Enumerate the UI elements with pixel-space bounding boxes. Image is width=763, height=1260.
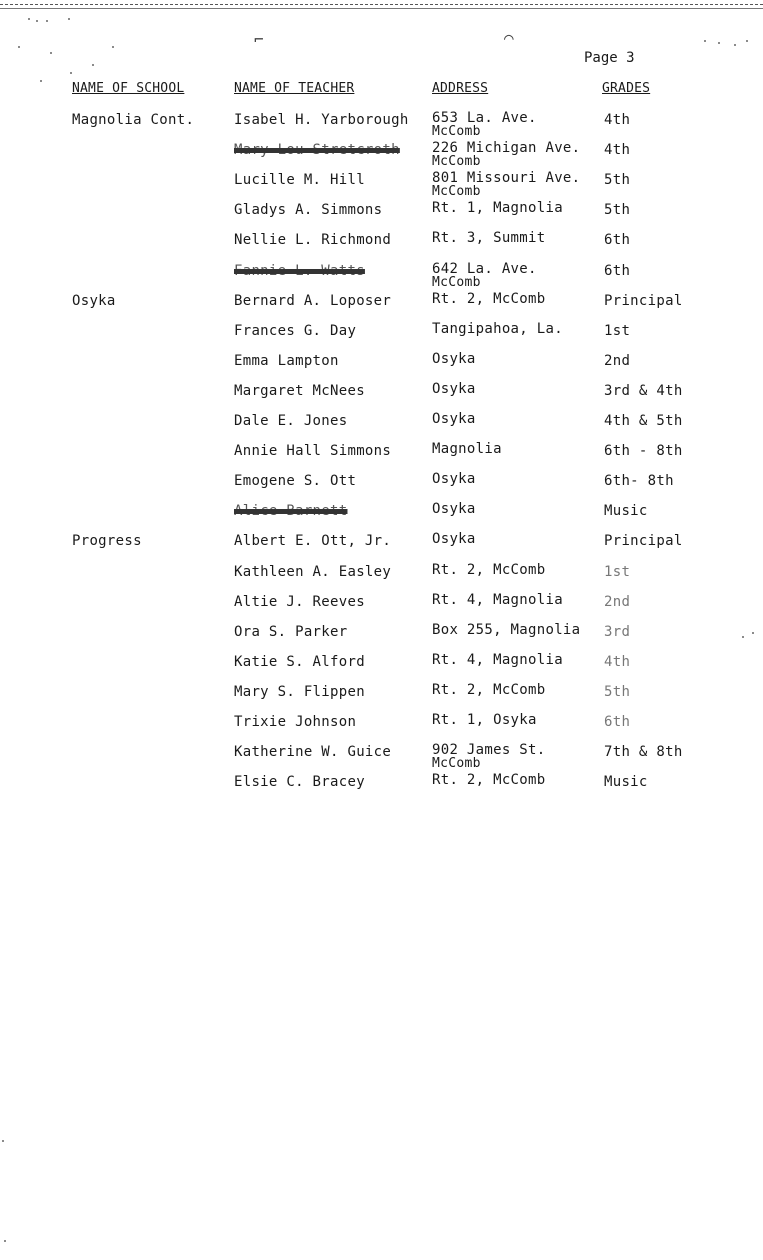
address-line1: Osyka [432,531,476,547]
table-row [0,263,763,293]
table-row [0,293,763,323]
teacher-cell: Katherine W. Guice [234,744,392,760]
teacher-cell: Mary Lou Stretcroth [234,142,400,158]
table-row [0,564,763,594]
teacher-cell: Ora S. Parker [234,624,348,640]
table-row [0,112,763,142]
teacher-cell: Altie J. Reeves [234,594,365,610]
grade-cell: 4th [604,112,631,128]
table-row [0,202,763,232]
table-row [0,413,763,443]
address-line1: Osyka [432,411,476,427]
teacher-cell: Margaret McNees [234,383,365,399]
grade-cell: 4th [604,142,631,158]
scan-mark: ⌒ [504,28,514,47]
address-line2: McComb [432,275,481,290]
address-line1: Rt. 2, McComb [432,291,546,307]
address-line1: Magnolia [432,441,502,457]
grade-cell: 2nd [604,353,631,369]
grade-cell: 4th & 5th [604,413,683,429]
table-row [0,443,763,473]
address-line1: Rt. 4, Magnolia [432,652,563,668]
table-row [0,142,763,172]
grade-cell: 2nd [604,594,631,610]
address-line1: Rt. 2, McComb [432,682,546,698]
address-line1: Rt. 2, McComb [432,562,546,578]
address-line1: Osyka [432,381,476,397]
header-address: ADDRESS [432,81,489,96]
table-row [0,323,763,353]
table-row [0,744,763,774]
top-border-line [0,4,763,9]
address-cell [432,774,545,787]
address-cell [432,353,476,366]
grade-cell: 3rd & 4th [604,383,683,399]
address-line1: 653 La. Ave. [432,110,537,126]
header-school: NAME OF SCHOOL [72,81,185,96]
address-cell [432,624,580,637]
table-row [0,594,763,624]
table-row [0,624,763,654]
table-row [0,353,763,383]
teacher-cell: Gladys A. Simmons [234,202,383,218]
teacher-cell: Albert E. Ott, Jr. [234,533,392,549]
table-row [0,232,763,262]
grade-cell: 5th [604,684,631,700]
address-cell [432,112,537,138]
table-row [0,654,763,684]
table-row [0,172,763,202]
address-cell [432,473,476,486]
address-line1: 642 La. Ave. [432,261,537,277]
address-cell [432,413,476,426]
grade-cell: Music [604,503,648,519]
school-cell: Osyka [72,293,116,309]
teacher-cell: Frances G. Day [234,323,357,339]
address-line1: 801 Missouri Ave. [432,170,581,186]
address-line1: 226 Michigan Ave. [432,140,581,156]
address-cell [432,503,476,516]
address-line2: McComb [432,124,481,139]
address-cell [432,443,502,456]
grade-cell: 6th- 8th [604,473,674,489]
scan-mark: ⌐ [254,30,264,49]
grade-cell: Music [604,774,648,790]
address-line1: Tangipahoa, La. [432,321,563,337]
address-line1: Osyka [432,471,476,487]
address-line1: Osyka [432,501,476,517]
address-cell [432,654,563,667]
teacher-cell: Nellie L. Richmond [234,232,392,248]
table-row [0,774,763,804]
table-row [0,684,763,714]
table-row [0,714,763,744]
header-grades: GRADES [602,81,651,96]
address-line2: McComb [432,184,481,199]
grade-cell: 5th [604,172,631,188]
address-line1: Rt. 2, McComb [432,772,546,788]
grade-cell: 7th & 8th [604,744,683,760]
address-cell [432,232,545,245]
address-line2: McComb [432,756,481,771]
table-row [0,383,763,413]
address-cell [432,744,545,770]
teacher-cell: Kathleen A. Easley [234,564,392,580]
address-cell [432,684,545,697]
address-cell [432,142,580,168]
grade-cell: 4th [604,654,631,670]
teacher-cell: Isabel H. Yarborough [234,112,409,128]
grade-cell: 3rd [604,624,631,640]
address-line1: Rt. 1, Magnolia [432,200,563,216]
address-line1: Rt. 3, Summit [432,230,546,246]
address-cell [432,202,563,215]
teacher-cell: Bernard A. Loposer [234,293,392,309]
teacher-cell: Fannie L. Watts [234,263,365,279]
teacher-cell: Trixie Johnson [234,714,357,730]
grade-cell: 6th [604,263,631,279]
address-line2: McComb [432,154,481,169]
grade-cell: Principal [604,533,683,549]
address-line1: Rt. 1, Osyka [432,712,537,728]
grade-cell: 6th - 8th [604,443,683,459]
address-cell [432,383,476,396]
table-row [0,533,763,563]
address-line1: 902 James St. [432,742,546,758]
table-row [0,473,763,503]
address-cell [432,293,545,306]
address-line1: Rt. 4, Magnolia [432,592,563,608]
address-cell [432,714,537,727]
teacher-cell: Emogene S. Ott [234,473,357,489]
school-cell: Progress [72,533,142,549]
teacher-cell: Lucille M. Hill [234,172,365,188]
address-line1: Osyka [432,351,476,367]
teacher-cell: Dale E. Jones [234,413,348,429]
school-cell: Magnolia Cont. [72,112,195,128]
address-cell [432,263,537,289]
grade-cell: 5th [604,202,631,218]
grade-cell: 6th [604,232,631,248]
header-teacher: NAME OF TEACHER [234,81,355,96]
teacher-cell: Elsie C. Bracey [234,774,365,790]
address-cell [432,172,580,198]
address-cell [432,533,476,546]
teacher-cell: Alice Barnett [234,503,348,519]
grade-cell: Principal [604,293,683,309]
teacher-cell: Emma Lampton [234,353,339,369]
teacher-cell: Mary S. Flippen [234,684,365,700]
page-number: Page 3 [584,50,635,66]
grade-cell: 1st [604,564,631,580]
grade-cell: 1st [604,323,631,339]
address-line1: Box 255, Magnolia [432,622,581,638]
grade-cell: 6th [604,714,631,730]
teacher-cell: Katie S. Alford [234,654,365,670]
address-cell [432,564,545,577]
teacher-cell: Annie Hall Simmons [234,443,392,459]
table-row [0,503,763,533]
address-cell [432,323,563,336]
address-cell [432,594,563,607]
